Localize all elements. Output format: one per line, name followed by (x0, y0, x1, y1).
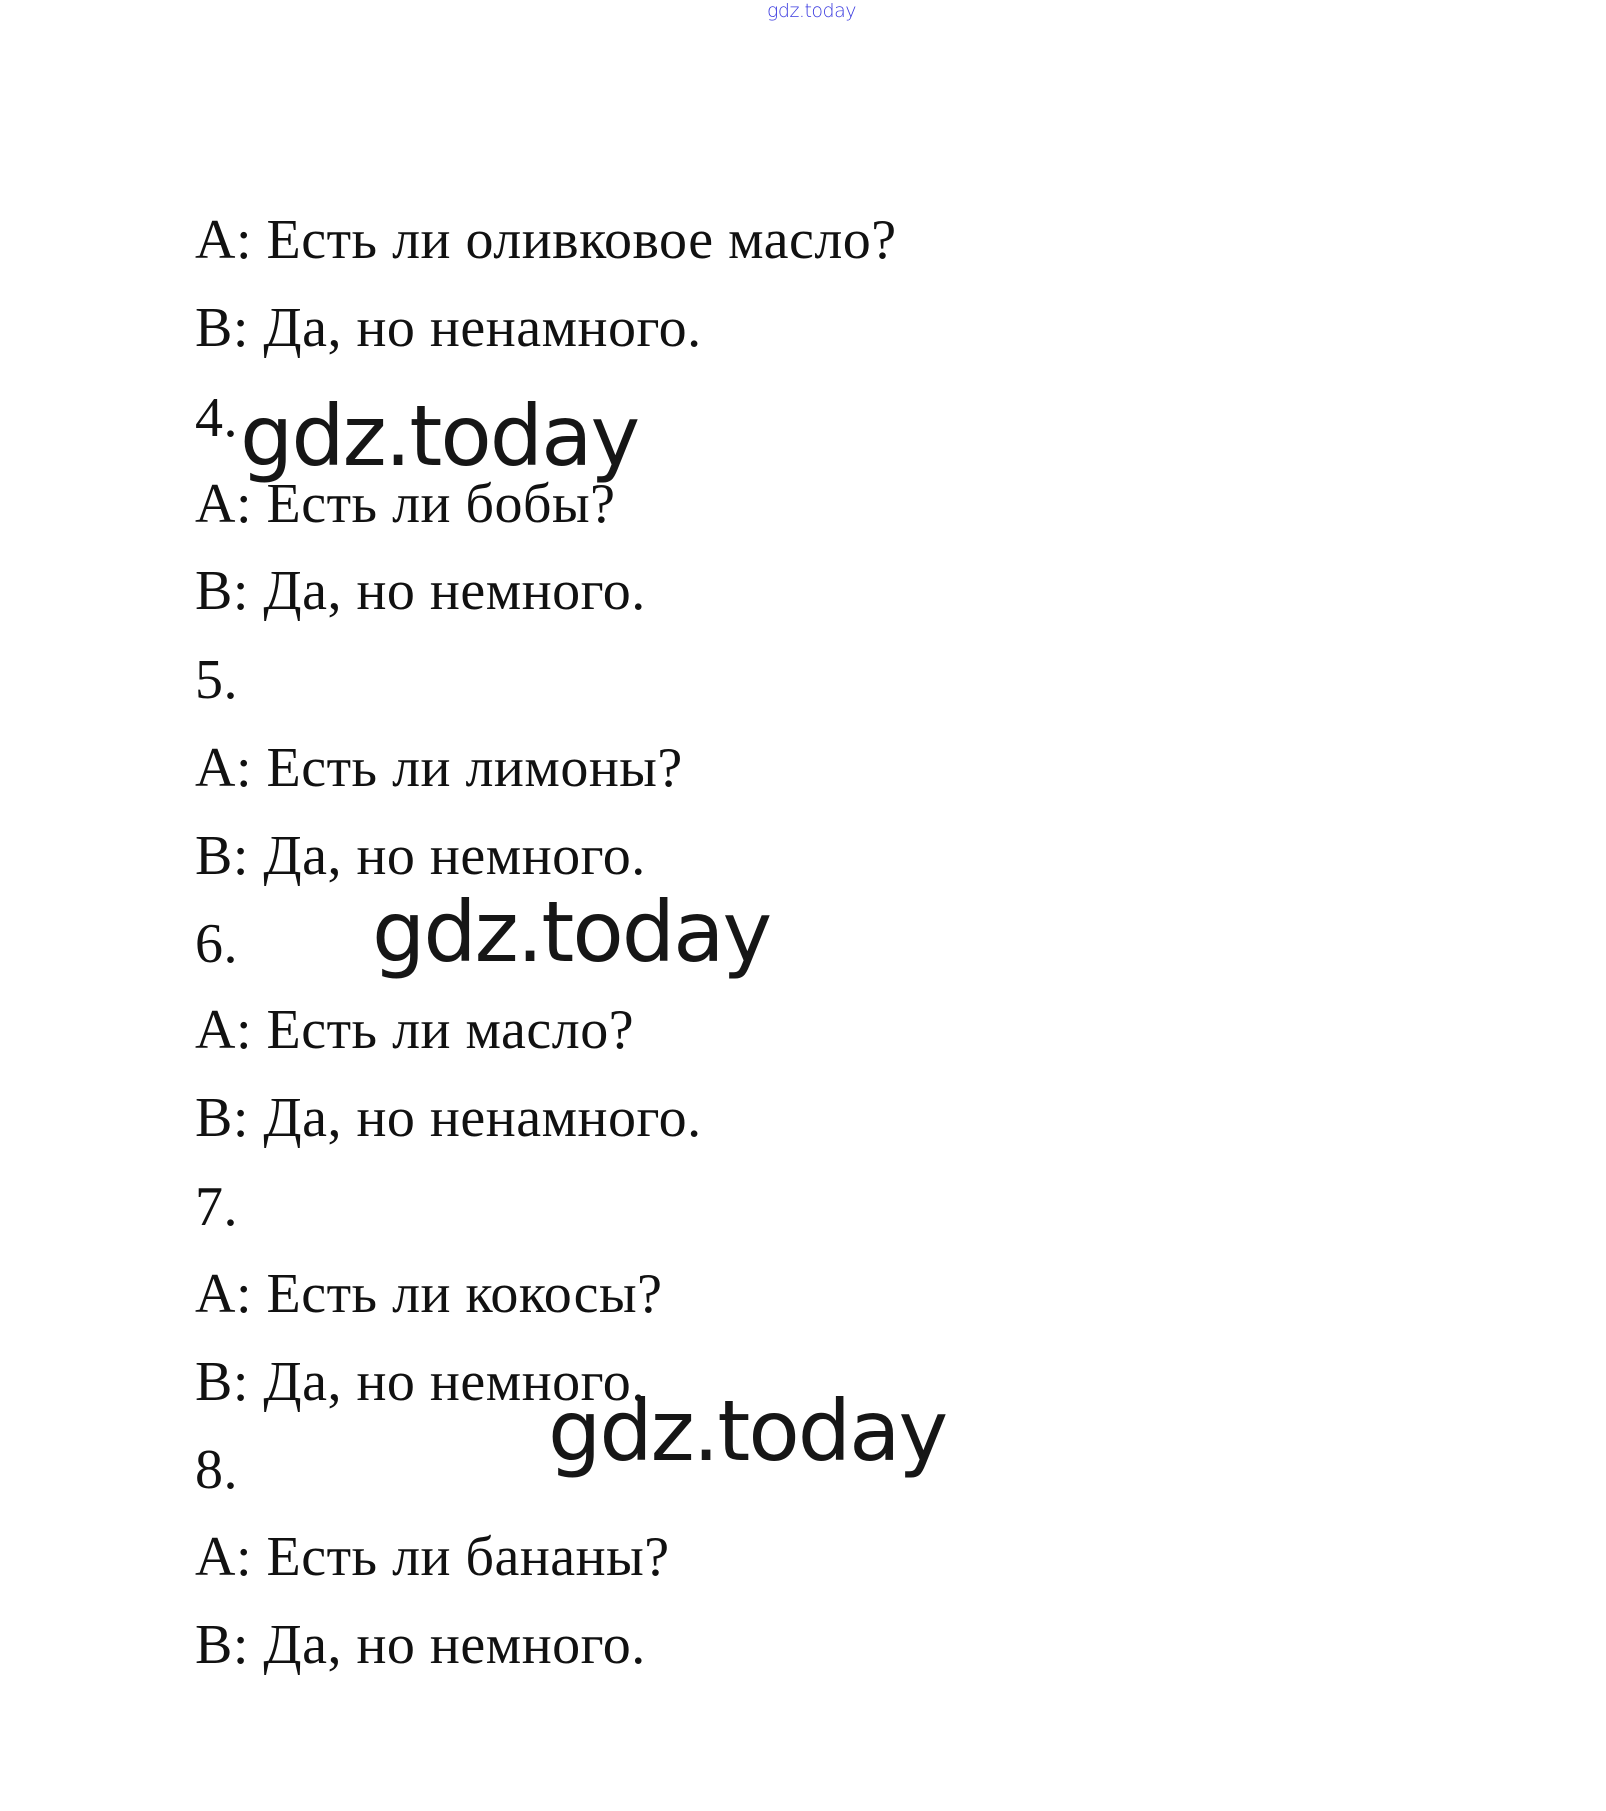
watermark-top: gdz.today (767, 0, 856, 22)
dialogue-line-a-beans: А: Есть ли бобы? (195, 473, 616, 535)
dialogue-line-b-6: В: Да, но немного. (195, 1614, 646, 1676)
watermark-2: gdz.today (372, 883, 771, 981)
item-number-7: 7. (195, 1176, 238, 1238)
item-number-5: 5. (195, 649, 238, 711)
item-number-4: 4. (195, 387, 238, 449)
dialogue-line-b-1: В: Да, но ненамного. (195, 297, 702, 359)
item-number-6: 6. (195, 913, 238, 975)
dialogue-line-a-coconuts: А: Есть ли кокосы? (195, 1263, 663, 1325)
watermark-3: gdz.today (548, 1382, 947, 1480)
dialogue-line-a-bananas: А: Есть ли бананы? (195, 1526, 670, 1588)
item-number-8: 8. (195, 1439, 238, 1501)
dialogue-line-a-olive-oil: А: Есть ли оливковое масло? (195, 209, 897, 271)
dialogue-line-b-4: В: Да, но ненамного. (195, 1087, 702, 1149)
dialogue-line-b-3: В: Да, но немного. (195, 825, 646, 887)
dialogue-line-b-5: В: Да, но немного. (195, 1351, 646, 1413)
dialogue-line-b-2: В: Да, но немного. (195, 560, 646, 622)
dialogue-line-a-lemons: А: Есть ли лимоны? (195, 737, 683, 799)
watermark-1: gdz.today (240, 387, 639, 485)
dialogue-line-a-butter: А: Есть ли масло? (195, 999, 635, 1061)
